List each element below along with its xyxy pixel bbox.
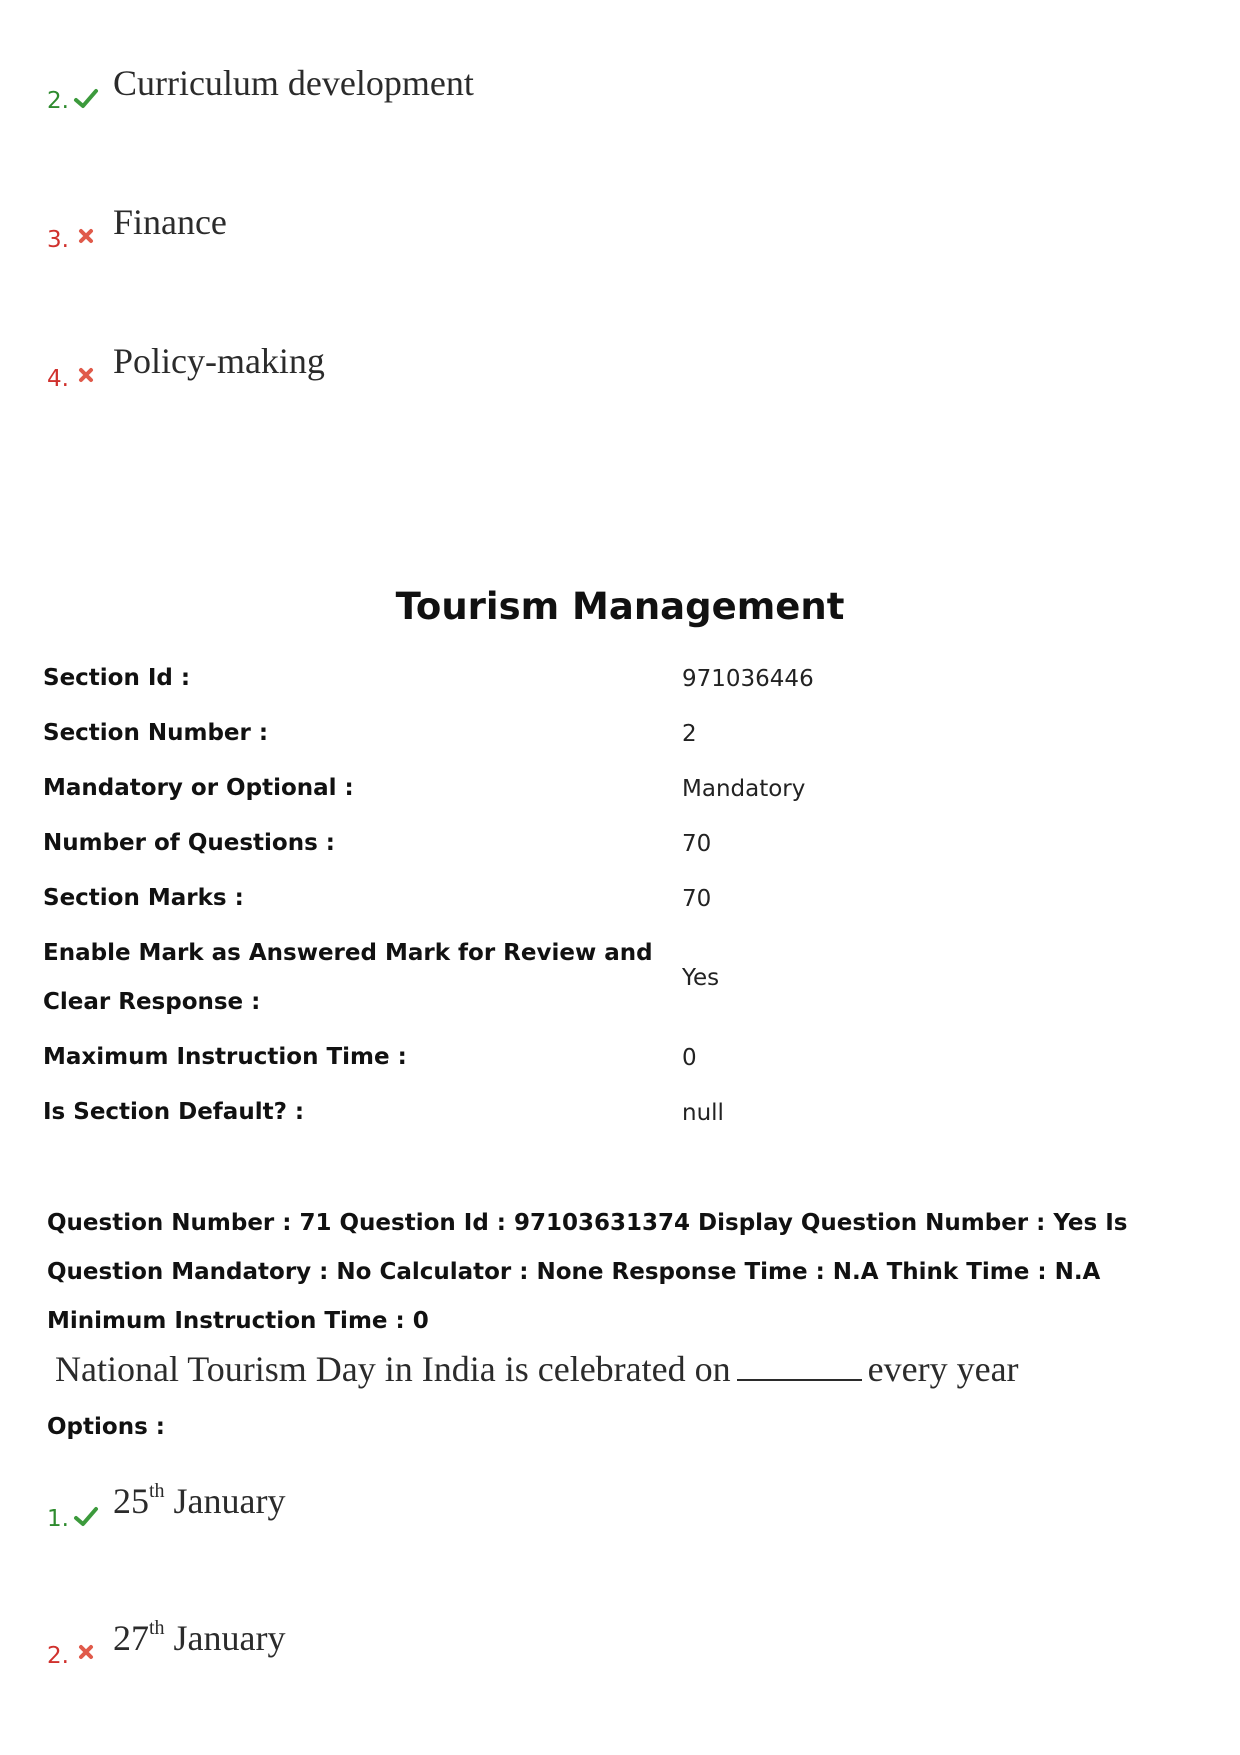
option-item <box>47 63 474 114</box>
info-value: 0 <box>682 1044 697 1071</box>
info-label: Number of Questions : <box>43 830 335 856</box>
info-value: 70 <box>682 885 712 912</box>
option-item <box>47 1617 286 1669</box>
info-label: Is Section Default? : <box>43 1099 305 1125</box>
info-label: Section Marks : <box>43 885 244 911</box>
section-info-table <box>43 651 1183 1140</box>
option-number: 2. <box>47 88 69 114</box>
option-number: 4. <box>47 366 69 392</box>
option-number: 2. <box>47 1643 69 1669</box>
option-number: 3. <box>47 227 69 253</box>
info-value: Yes <box>682 965 720 991</box>
info-label: Section Number : <box>43 720 269 746</box>
info-value: Mandatory <box>682 775 806 802</box>
info-value: 971036446 <box>682 665 814 692</box>
info-row <box>43 761 1183 816</box>
info-row <box>43 871 1183 926</box>
cross-icon <box>73 1641 99 1667</box>
cross-icon <box>73 225 99 251</box>
info-value: 70 <box>682 830 712 857</box>
check-icon <box>73 1504 99 1530</box>
option-item <box>47 1480 286 1532</box>
option-number: 1. <box>47 1506 69 1532</box>
option-item <box>47 202 227 253</box>
option-text <box>112 1617 286 1658</box>
option-month: January <box>173 1481 286 1521</box>
question-text-after: every year <box>867 1349 1019 1389</box>
info-label: Mandatory or Optional : <box>43 775 354 801</box>
option-text: Finance <box>112 202 227 242</box>
question-text <box>55 1348 1019 1390</box>
info-value: 2 <box>682 720 697 747</box>
section-title: Tourism Management <box>395 585 845 628</box>
info-row <box>43 816 1183 871</box>
info-row <box>43 1085 1183 1140</box>
info-row <box>43 651 1183 706</box>
option-item <box>47 341 325 392</box>
question-text-before: National Tourism Day in India is celebrated on <box>55 1349 731 1389</box>
info-value: null <box>682 1099 724 1126</box>
info-row <box>43 1030 1183 1085</box>
info-label: Enable Mark as Answered Mark for Review and Clear Response : <box>43 940 653 1015</box>
check-icon <box>73 86 99 112</box>
question-meta: Question Number : 71 Question Id : 97103631374 Display Question Number : Yes Is Question Mandatory : No Calculator : None Response Time : N.A Think Time : N.A Minimum Instruction Time : 0 <box>47 1210 1128 1334</box>
info-row <box>43 706 1183 761</box>
option-day: 25 <box>112 1481 149 1521</box>
option-text: Curriculum development <box>112 63 474 103</box>
option-suffix: th <box>148 1480 165 1502</box>
options-label: Options : <box>47 1414 165 1440</box>
info-label: Section Id : <box>43 665 191 691</box>
option-text <box>112 1480 286 1521</box>
option-text: Policy-making <box>112 341 325 381</box>
option-month: January <box>173 1618 286 1658</box>
option-day: 27 <box>112 1618 149 1658</box>
option-suffix: th <box>148 1617 165 1639</box>
info-label: Maximum Instruction Time : <box>43 1044 407 1070</box>
info-row <box>43 926 1183 1030</box>
answer-blank <box>737 1351 862 1381</box>
cross-icon <box>73 364 99 390</box>
